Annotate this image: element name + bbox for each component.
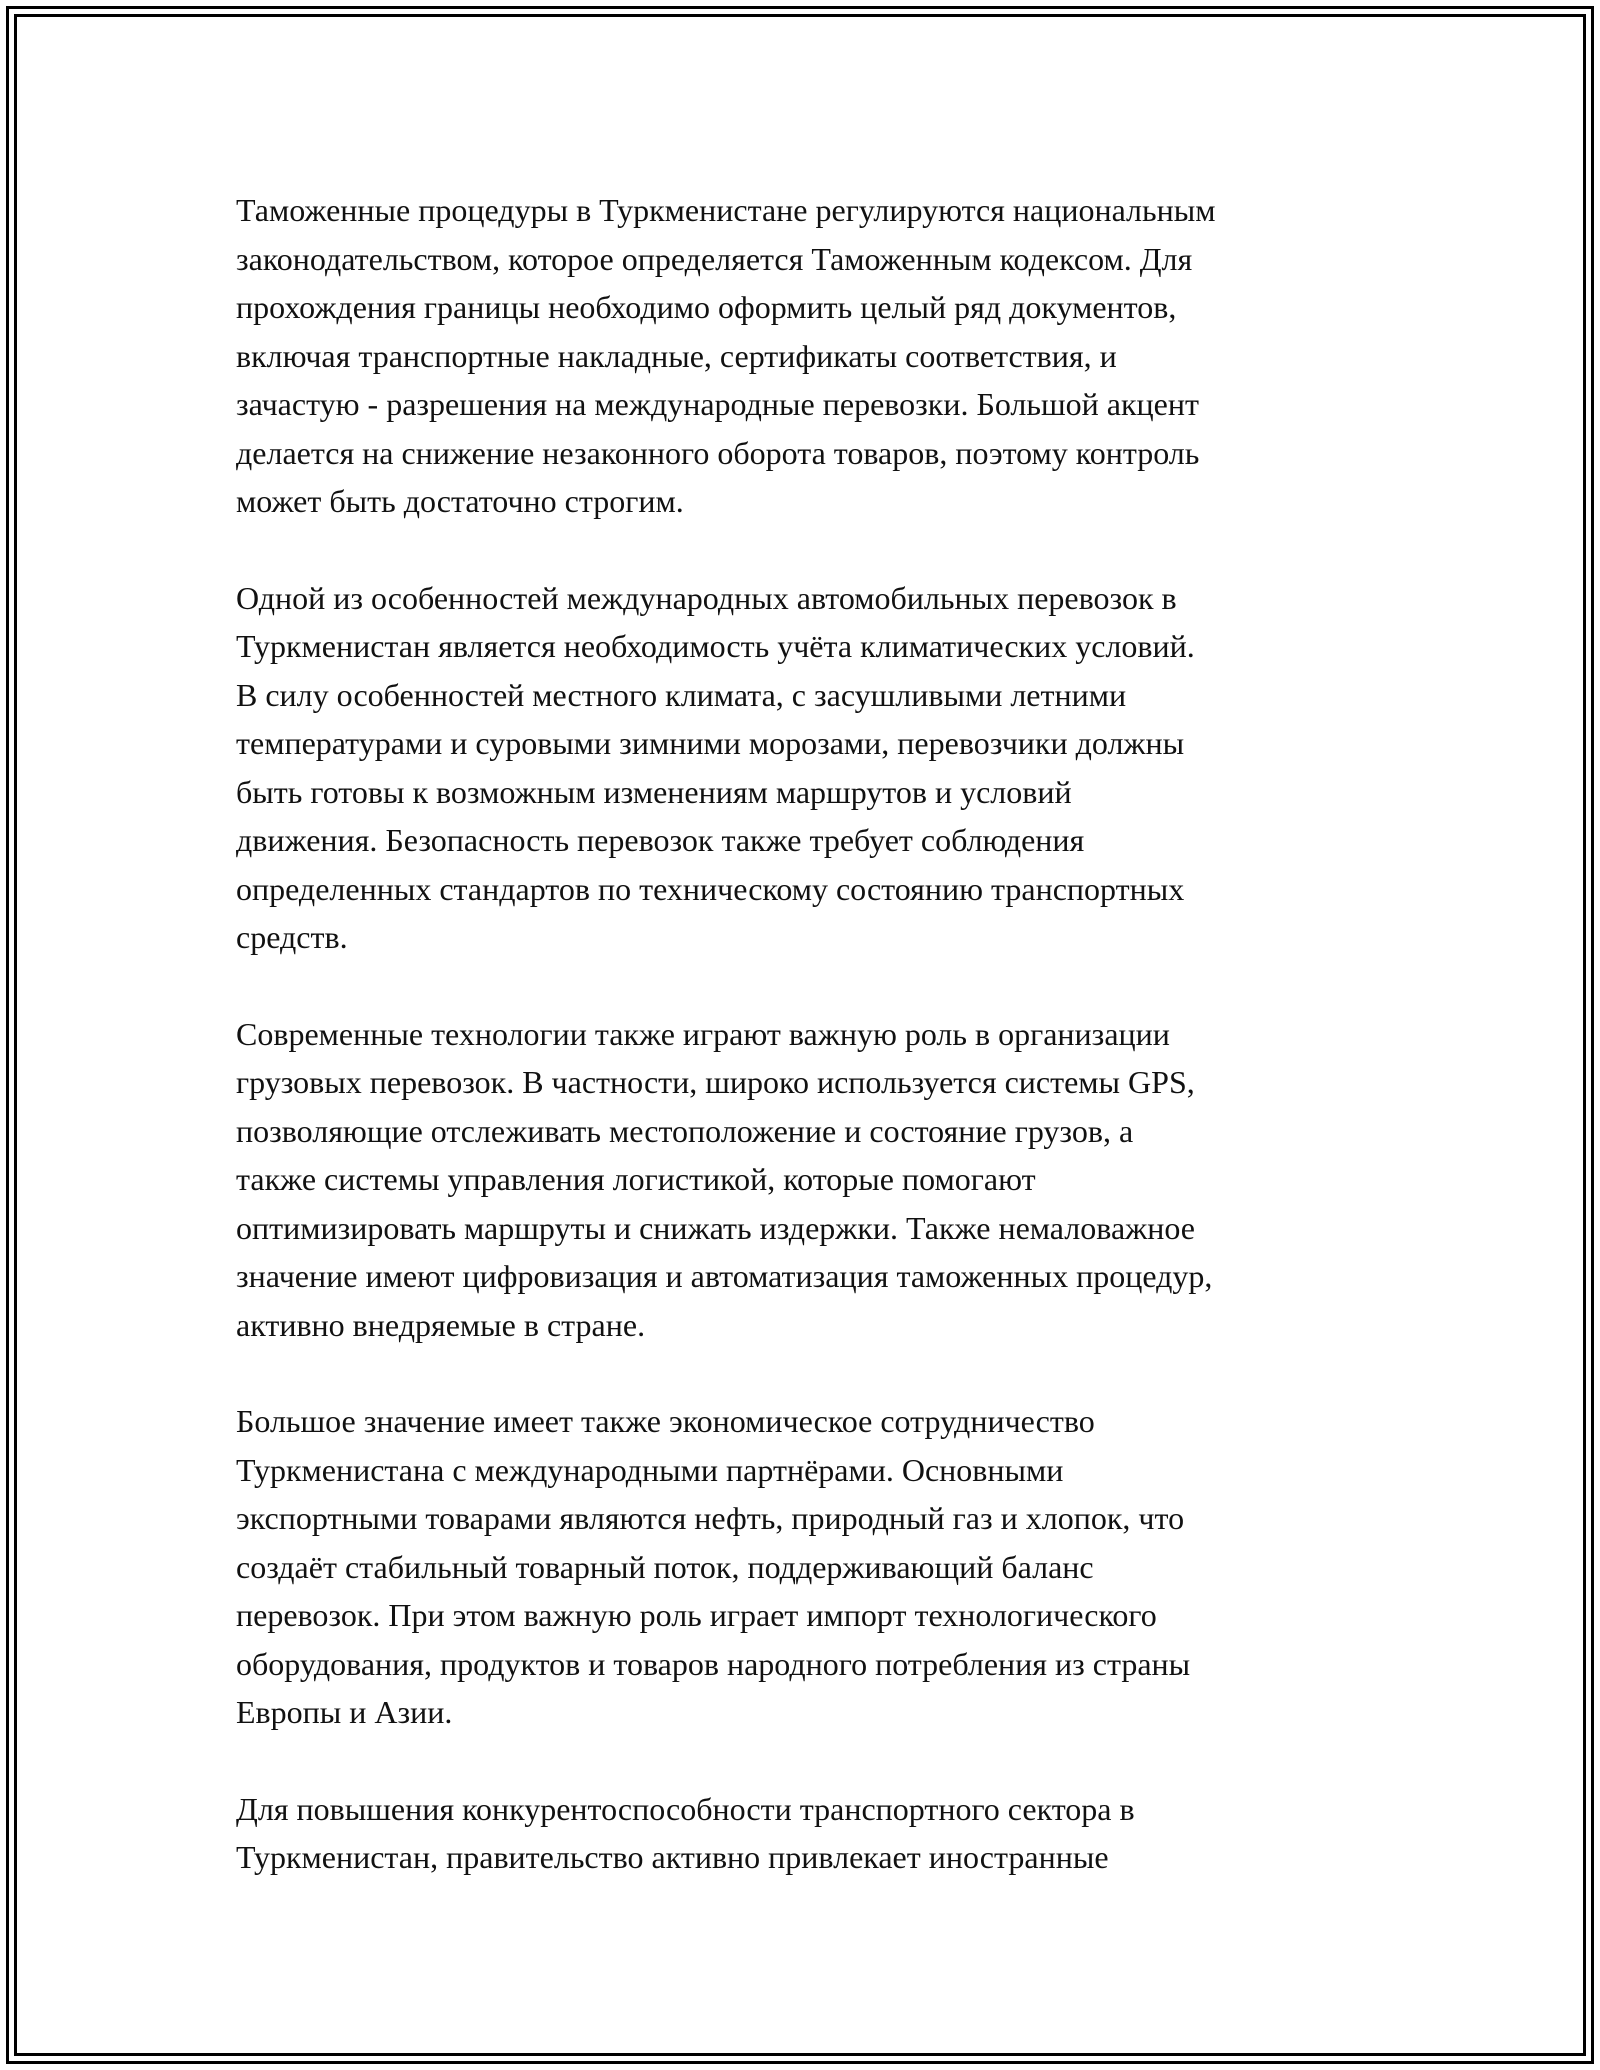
text-line: значение имеют цифровизация и автоматизация таможенных процедур, xyxy=(236,1258,1213,1294)
text-line: грузовых перевозок. В частности, широко используется системы GPS, xyxy=(236,1064,1195,1100)
text-line: Большое значение имеет также экономическое сотрудничество xyxy=(236,1403,1095,1439)
text-line: экспортными товарами являются нефть, природный газ и хлопок, что xyxy=(236,1500,1185,1536)
text-line: средств. xyxy=(236,919,348,955)
paragraph-economy xyxy=(236,1397,1376,1737)
text-line: Для повышения конкурентоспособности транспортного сектора в xyxy=(236,1790,1135,1827)
text-line: В силу особенностей местного климата, с засушливыми летними xyxy=(236,676,1127,713)
paragraph-competitiveness xyxy=(236,1785,1376,1882)
text-line: Таможенные процедуры в Туркменистане регулируются национальным xyxy=(236,192,1216,228)
paragraph-technology xyxy=(236,1010,1376,1350)
text-line: температурами и суровыми зимними морозами, перевозчики должны xyxy=(236,725,1185,761)
text-line: делается на снижение незаконного оборота товаров, поэтому контроль xyxy=(236,434,1200,471)
text-line: перевозок. При этом важную роль играет импорт технологического xyxy=(236,1597,1157,1633)
text-line: Туркменистана с международными партнёрами. Основными xyxy=(236,1451,1064,1488)
document-body xyxy=(236,186,1376,1930)
text-line: Современные технологии также играют важную роль в организации xyxy=(236,1015,1170,1052)
text-line: включая транспортные накладные, сертификаты соответствия, и xyxy=(236,337,1117,374)
text-line: прохождения границы необходимо оформить целый ряд документов, xyxy=(236,289,1177,325)
text-line: определенных стандартов по техническому состоянию транспортных xyxy=(236,870,1185,907)
text-line: активно внедряемые в стране. xyxy=(236,1306,646,1343)
text-line: быть готовы к возможным изменениям маршрутов и условий xyxy=(236,773,1072,810)
text-line: может быть достаточно строгим. xyxy=(236,483,684,519)
text-line: также системы управления логистикой, которые помогают xyxy=(236,1161,1036,1197)
paragraph-customs xyxy=(236,186,1376,526)
text-line: Одной из особенностей международных автомобильных перевозок в xyxy=(236,579,1177,616)
text-line: законодательством, которое определяется Таможенным кодексом. Для xyxy=(236,240,1193,277)
text-line: оптимизировать маршруты и снижать издержки. Также немаловажное xyxy=(236,1209,1195,1246)
text-line: зачастую - разрешения на международные перевозки. Большой акцент xyxy=(236,386,1199,422)
text-line: Туркменистан, правительство активно привлекает иностранные xyxy=(236,1839,1109,1875)
paragraph-climate xyxy=(236,574,1376,962)
text-line: оборудования, продуктов и товаров народного потребления из страны xyxy=(236,1645,1191,1682)
text-line: движения. Безопасность перевозок также требует соблюдения xyxy=(236,822,1085,858)
text-line: Туркменистан является необходимость учёта климатических условий. xyxy=(236,628,1195,664)
text-line: Европы и Азии. xyxy=(236,1694,453,1730)
text-line: позволяющие отслеживать местоположение и состояние грузов, а xyxy=(236,1112,1134,1149)
text-line: создаёт стабильный товарный поток, поддерживающий баланс xyxy=(236,1548,1094,1585)
